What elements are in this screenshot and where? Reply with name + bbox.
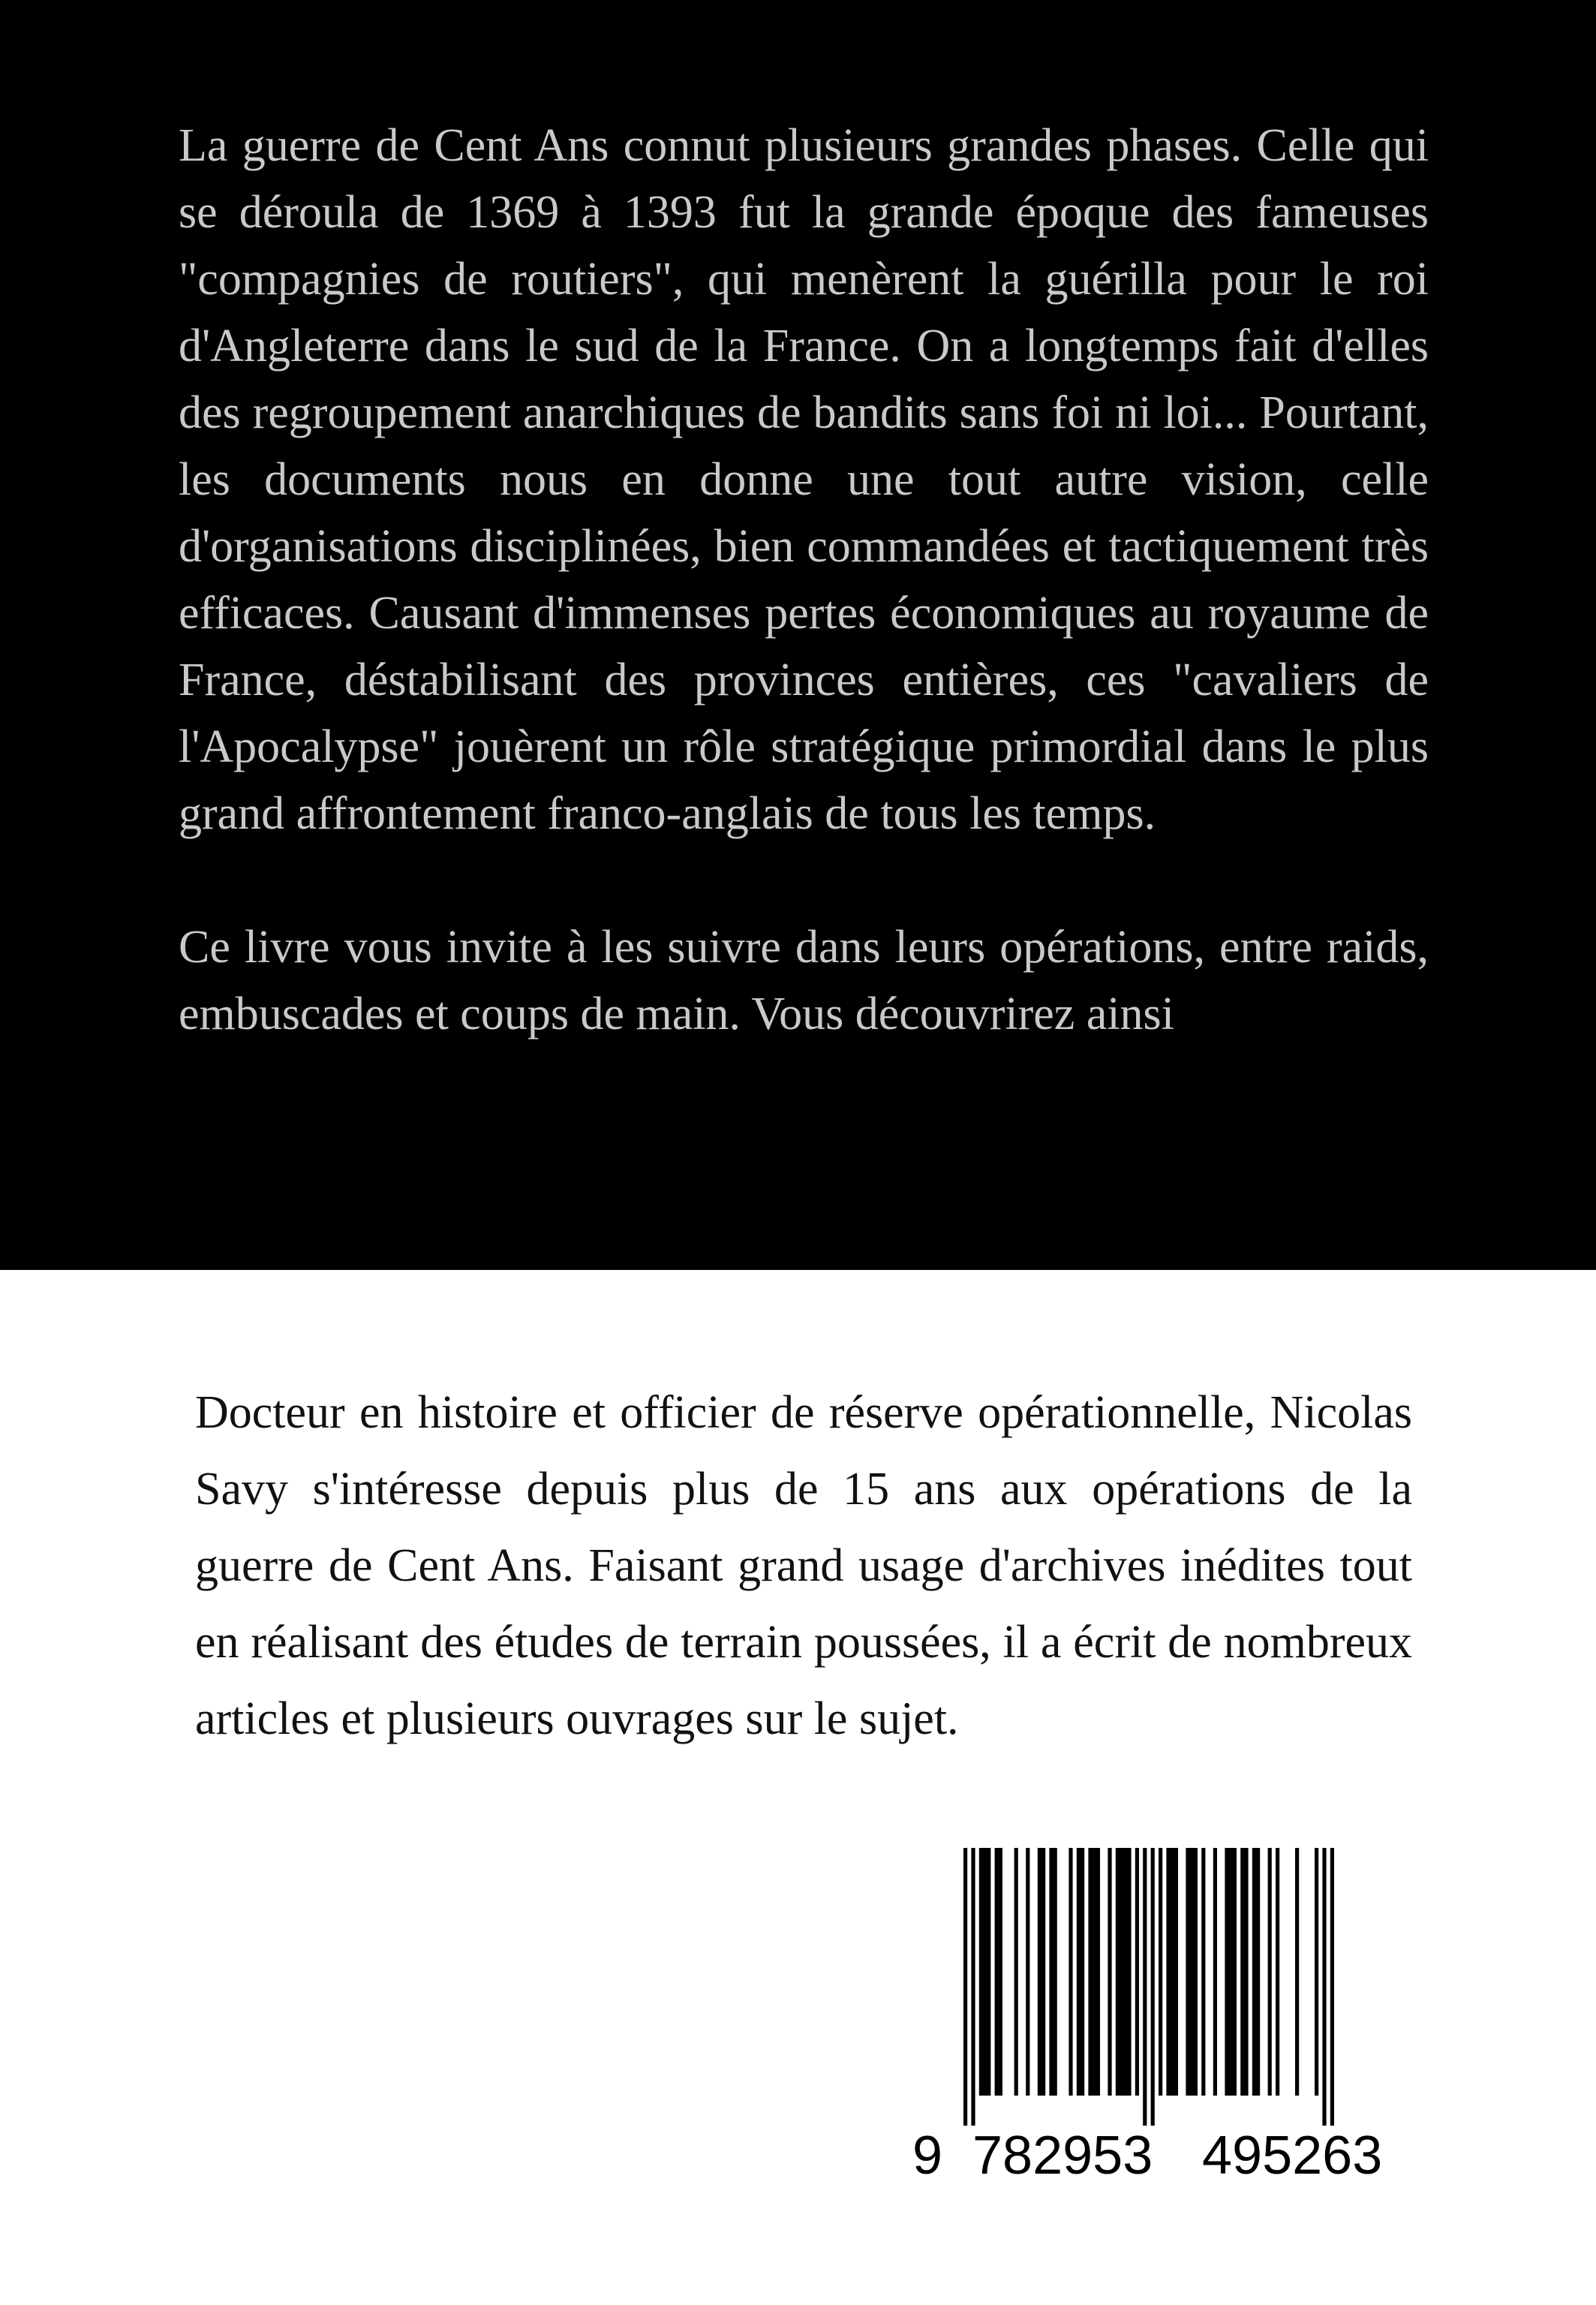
barcode-bar — [1295, 1848, 1299, 2096]
blurb-paragraph-1: La guerre de Cent Ans connut plusieurs grandes phases. Celle qui se déroula de 1369 à 1393 fut la grande époque des fameuses "compagnies de routiers", qui menèrent la guérilla pour le roi d'Angleterre dans le sud de la France. On a longtemps fait d'elles des regroupement anarchiques de bandits sans foi ni loi... Pourtant, les documents nous en donne une tout autre vision, celle d'organisations disciplinées, bien commandées et tactiquement très efficaces. Causant d'immenses pertes économiques au royaume de France, déstabilisant des provinces entières, ces "cavaliers de l'Apocalypse" jouèrent un rôle stratégique primordial dans le plus grand affrontement franco-anglais de tous les temps. — [179, 120, 1429, 839]
barcode-bar — [1159, 1848, 1162, 2096]
barcode-bar — [1026, 1848, 1029, 2096]
barcode-bar — [1276, 1848, 1279, 2096]
barcode-bar — [1088, 1848, 1100, 2096]
barcode-bar — [1213, 1848, 1217, 2096]
barcode-bar — [1186, 1848, 1198, 2096]
barcode-bar — [1315, 1848, 1318, 2096]
barcode-right-group: 495263 — [1202, 2126, 1383, 2186]
barcode-bar — [1201, 1848, 1205, 2096]
barcode-bar — [995, 1848, 1002, 2096]
barcode-digits — [912, 2126, 1387, 2186]
isbn-barcode — [912, 1848, 1387, 2186]
barcode-bar — [1268, 1848, 1272, 2096]
barcode-guard-bar — [1143, 1848, 1147, 2126]
barcode-bar — [979, 1848, 991, 2096]
barcode-guard-bar — [971, 1848, 975, 2126]
barcode-bar — [1252, 1848, 1260, 2096]
barcode-bar — [1240, 1848, 1248, 2096]
barcode-bar — [1014, 1848, 1018, 2096]
barcode-bar — [1135, 1848, 1139, 2096]
barcode-bar — [1116, 1848, 1132, 2096]
barcode-lead-digit: 9 — [912, 2126, 943, 2186]
barcode-bar — [1069, 1848, 1072, 2096]
blurb-paragraph-2: Ce livre vous invite à les suivre dans leurs opérations, entre raids, embuscades et coups de main. Vous découvrirez ainsi — [179, 922, 1429, 1040]
barcode-guard-bar — [963, 1848, 967, 2126]
barcode-bar — [1225, 1848, 1237, 2096]
barcode-left-group: 782953 — [972, 2126, 1153, 2186]
author-bio: Docteur en histoire et officier de réserve opérationnelle, Nicolas Savy s'intéresse depuis plus de 15 ans aux opérations de la guerre de Cent Ans. Faisant grand usage d'archives inédites tout en réalisant des études de terrain poussées, il a écrit de nombreux articles et plusieurs ouvrages sur le sujet. — [195, 1387, 1412, 1744]
book-blurb — [179, 113, 1429, 1048]
barcode-bar — [1166, 1848, 1178, 2096]
barcode-bar — [1038, 1848, 1045, 2096]
barcode-bar — [1077, 1848, 1084, 2096]
barcode-guard-bar — [1151, 1848, 1155, 2126]
barcode-bars — [912, 1848, 1387, 2127]
barcode-bar — [1049, 1848, 1056, 2096]
barcode-guard-bar — [1322, 1848, 1326, 2126]
barcode-bar — [1108, 1848, 1111, 2096]
barcode-guard-bar — [1330, 1848, 1334, 2126]
